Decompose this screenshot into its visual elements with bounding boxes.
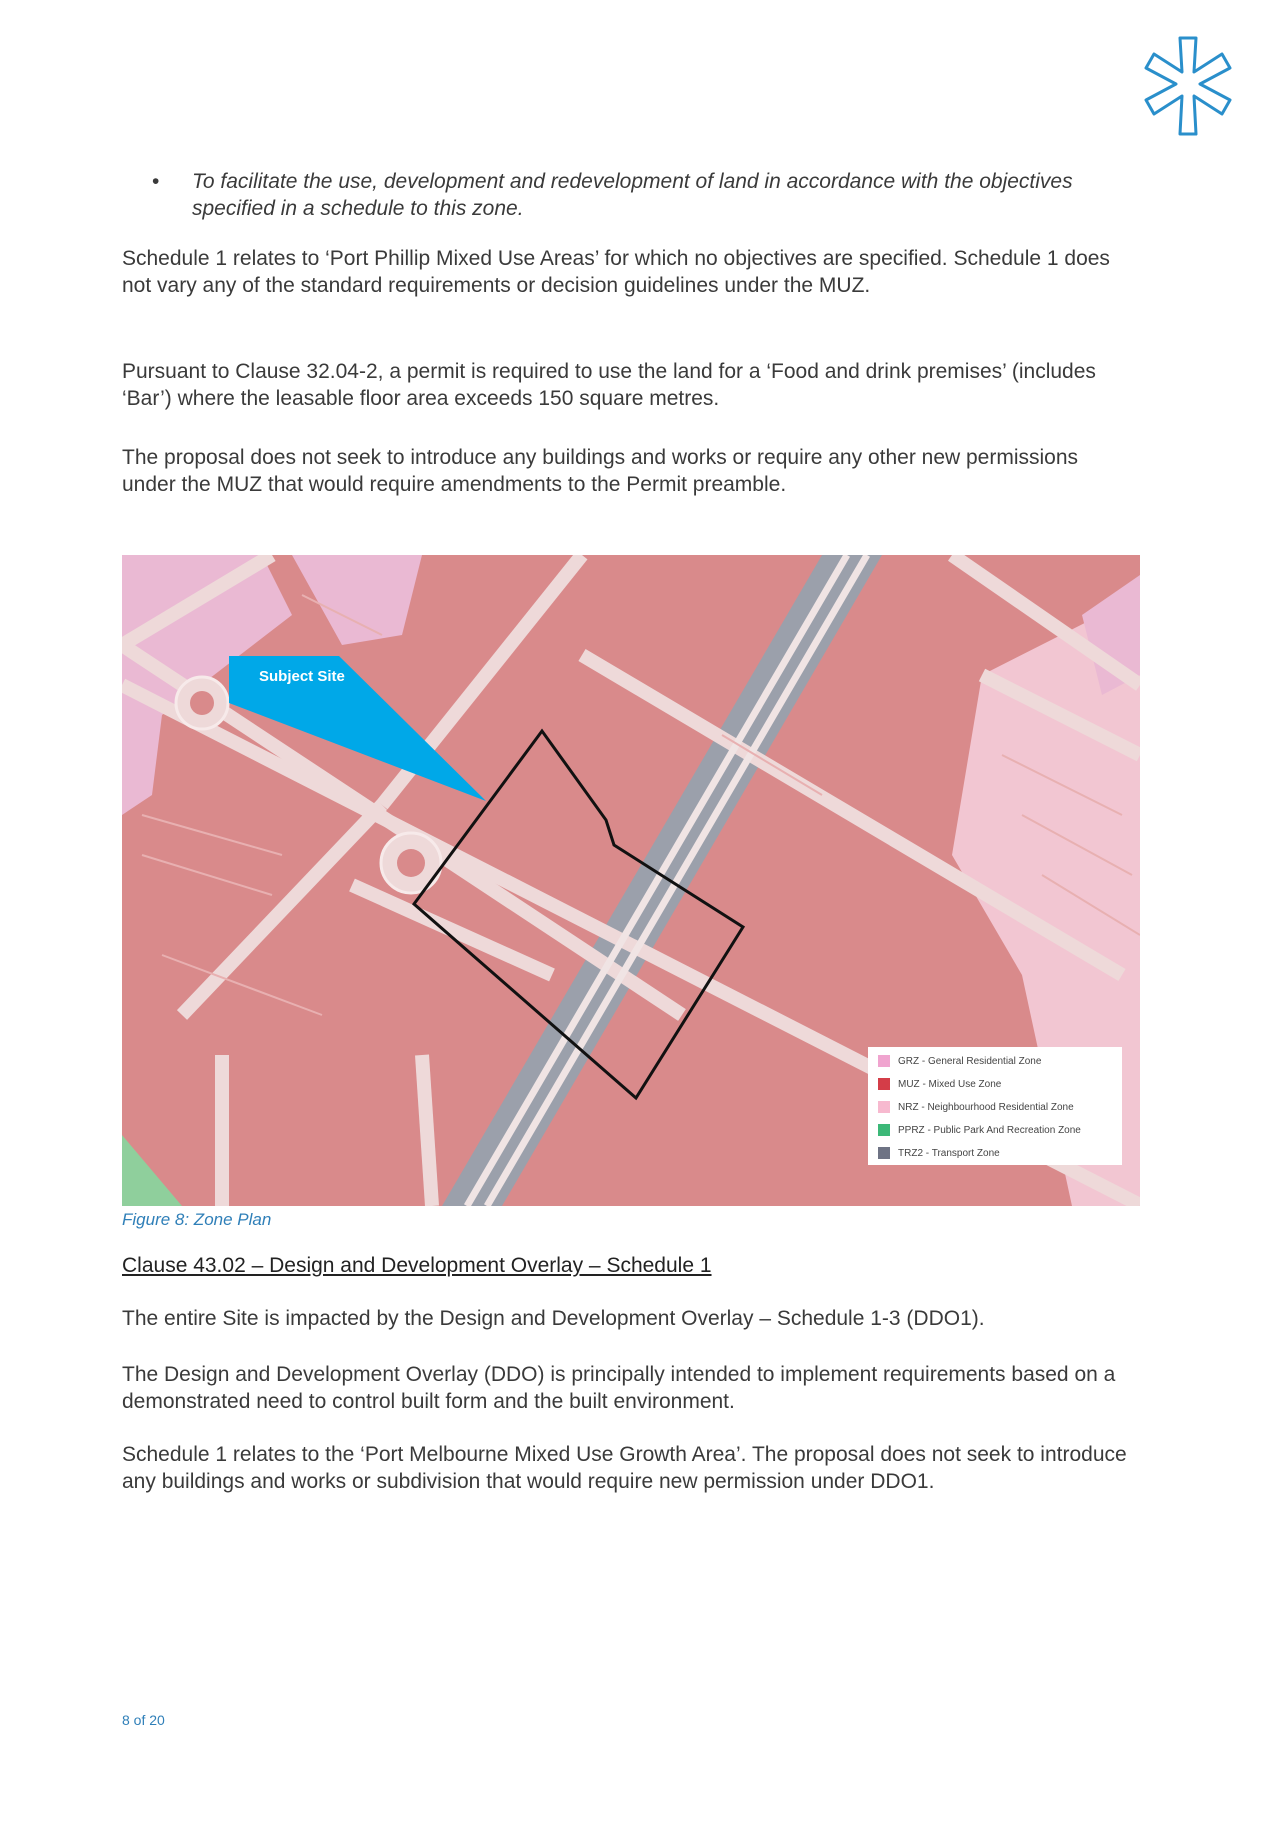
bullet-dot: •: [152, 170, 160, 193]
legend-item-trz2: TRZ2 - Transport Zone: [878, 1145, 1000, 1161]
legend-swatch: [878, 1124, 890, 1136]
legend-item-grz: GRZ - General Residential Zone: [878, 1053, 1041, 1069]
paragraph-ddo-impact: The entire Site is impacted by the Design and Development Overlay – Schedule 1-3 (DDO1).: [122, 1307, 985, 1330]
paragraph-ddo-purpose: The Design and Development Overlay (DDO) is principally intended to implement requirements based on a demonstrated need to control built form and the built environment.: [122, 1363, 1116, 1413]
legend-swatch: [878, 1055, 890, 1067]
subject-site-label: Subject Site: [259, 668, 345, 685]
figure-caption: Figure 8: Zone Plan: [122, 1210, 272, 1229]
bullet-text: To facilitate the use, development and redevelopment of land in accordance with the objectives specified in a schedule to this zone.: [192, 170, 1073, 220]
section-heading: Clause 43.02 – Design and Development Overlay – Schedule 1: [122, 1254, 712, 1277]
company-logo: [1136, 34, 1240, 138]
paragraph-permit-clause: Pursuant to Clause 32.04-2, a permit is required to use the land for a ‘Food and drink premises’ (includes ‘Bar’) where the leasable floor area exceeds 150 square metres.: [122, 360, 1096, 410]
legend-swatch: [878, 1078, 890, 1090]
legend-swatch: [878, 1147, 890, 1159]
legend-swatch: [878, 1101, 890, 1113]
page-number: 8 of 20: [122, 1712, 165, 1728]
legend-item-pprz: PPRZ - Public Park And Recreation Zone: [878, 1122, 1081, 1138]
legend-item-nrz: NRZ - Neighbourhood Residential Zone: [878, 1099, 1074, 1115]
legend-item-muz: MUZ - Mixed Use Zone: [878, 1076, 1001, 1092]
map-legend: [868, 1047, 1122, 1165]
paragraph-proposal: The proposal does not seek to introduce any buildings and works or require any other new permissions under the MUZ that would require amendments to the Permit preamble.: [122, 446, 1079, 496]
paragraph-ddo-schedule: Schedule 1 relates to the ‘Port Melbourne Mixed Use Growth Area’. The proposal does not seek to introduce any buildings and works or subdivision that would require new permission under DDO1.: [122, 1443, 1127, 1493]
paragraph-schedule-1: Schedule 1 relates to ‘Port Phillip Mixed Use Areas’ for which no objectives are specified. Schedule 1 does not vary any of the standard requirements or decision guidelines under the MUZ.: [122, 247, 1110, 297]
